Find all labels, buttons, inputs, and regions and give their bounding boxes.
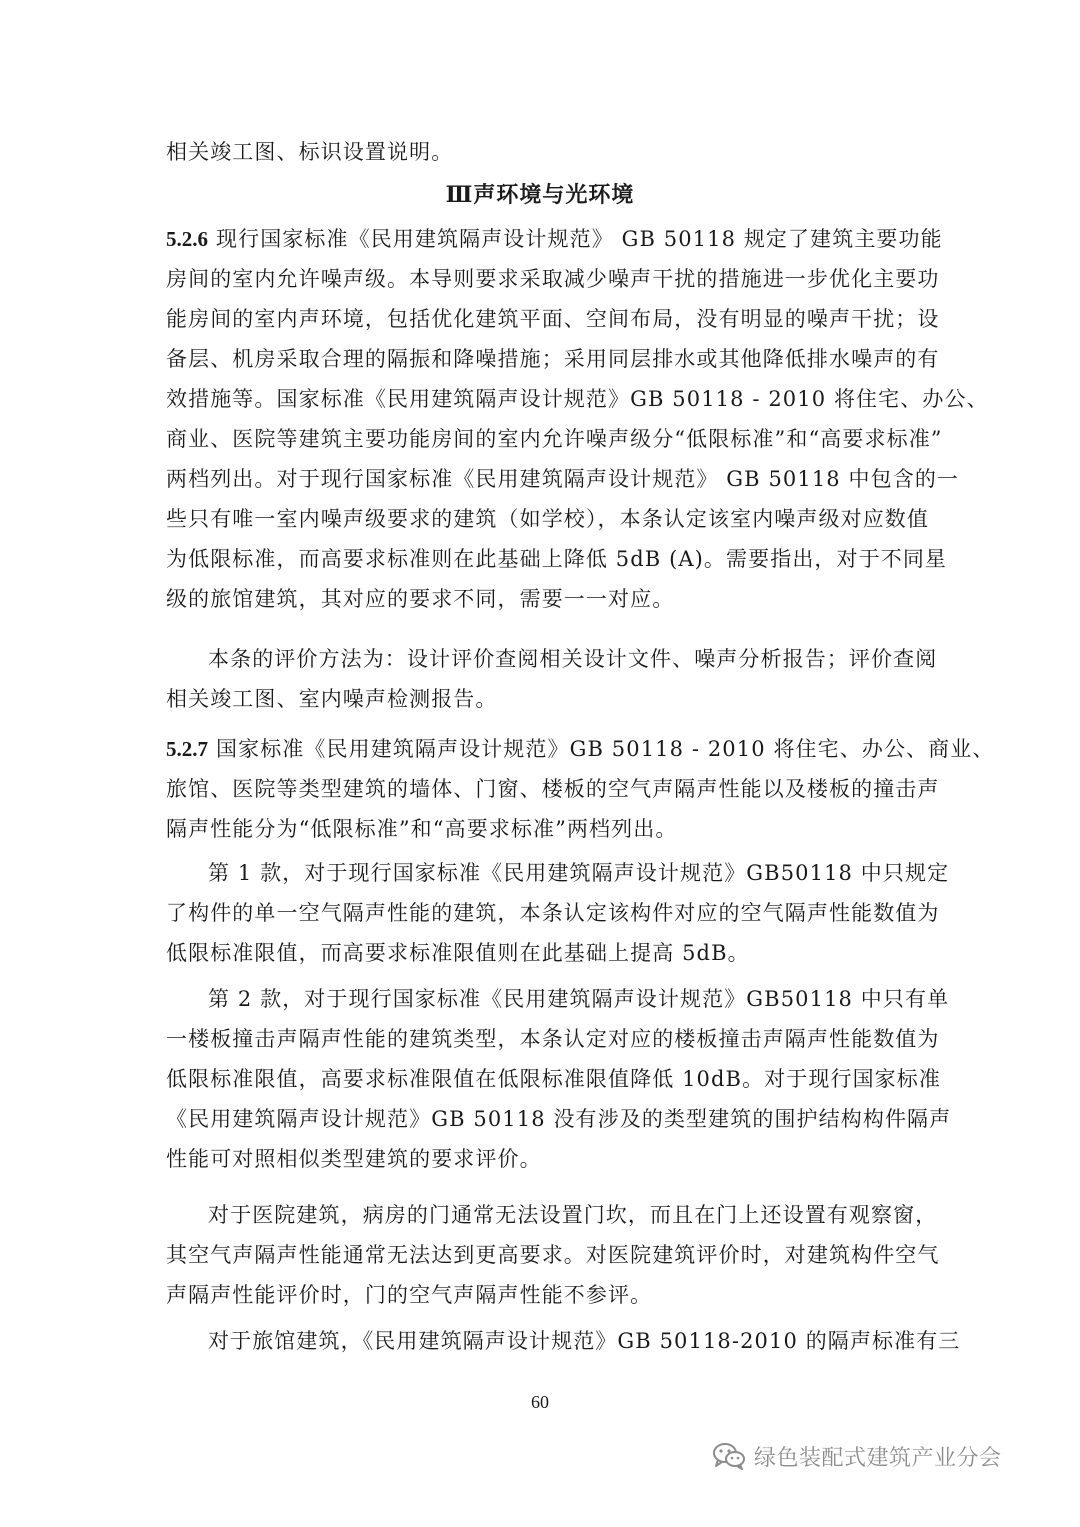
page-number: 60	[531, 1392, 549, 1412]
clause-5-2-7-line-2: 旅馆、医院等类型建筑的墙体、门窗、楼板的空气声隔声性能以及楼板的撞击声	[166, 777, 940, 801]
clause-5-2-6-line-5: 效措施等。国家标准《民用建筑隔声设计规范》GB 50118 - 2010 将住宅、办公、	[166, 387, 989, 411]
item-2-line-3: 低限标准限值，高要求标准限值在低限标准限值降低 10dB。对于现行国家标准	[166, 1067, 941, 1091]
clause-5-2-6-evaluation-1: 本条的评价方法为：设计评价查阅相关设计文件、噪声分析报告；评价查阅	[208, 647, 938, 671]
hospital-line-3: 声隔声性能评价时，门的空气声隔声性能不参评。	[166, 1283, 653, 1307]
clause-5-2-6-line-10: 级的旅馆建筑，其对应的要求不同，需要一一对应。	[166, 587, 675, 611]
clause-5-2-6-line-8: 些只有唯一室内噪声级要求的建筑（如学校），本条认定该室内噪声级对应数值	[166, 507, 929, 531]
clause-number: 5.2.7	[166, 737, 208, 761]
clause-5-2-6-line-3: 能房间的室内声环境，包括优化建筑平面、空间布局，没有明显的噪声干扰；设	[166, 307, 940, 331]
clause-5-2-6-line-9: 为低限标准，而高要求标准则在此基础上降低 5dB (A)。需要指出，对于不同星	[166, 547, 948, 571]
section-heading: Ⅲ声环境与光环境	[445, 182, 635, 208]
clause-5-2-7-line-1: 5.2.7 国家标准《民用建筑隔声设计规范》GB 50118 - 2010 将住宅、办公、商业、	[166, 737, 995, 761]
clause-5-2-6-evaluation-2: 相关竣工图、室内噪声检测报告。	[166, 687, 498, 711]
clause-5-2-6-line-2: 房间的室内允许噪声级。本导则要求采取减少噪声干扰的措施进一步优化主要功	[166, 267, 940, 291]
clause-number: 5.2.6	[166, 227, 208, 251]
clause-5-2-7-line-3: 隔声性能分为“低限标准”和“高要求标准”两档列出。	[166, 817, 678, 841]
clause-5-2-6-line-6: 商业、医院等建筑主要功能房间的室内允许噪声级分“低限标准”和“高要求标准”	[166, 427, 943, 451]
item-1-line-1: 第 1 款，对于现行国家标准《民用建筑隔声设计规范》GB50118 中只规定	[208, 861, 950, 885]
wechat-icon	[712, 1441, 746, 1471]
item-2-line-5: 性能可对照相似类型建筑的要求评价。	[166, 1147, 542, 1171]
watermark-text: 绿色装配式建筑产业分会	[754, 1445, 1002, 1471]
top-text-line: 相关竣工图、标识设置说明。	[166, 140, 454, 164]
item-2-line-4: 《民用建筑隔声设计规范》GB 50118 没有涉及的类型建筑的围护结构构件隔声	[166, 1107, 952, 1131]
item-1-line-3: 低限标准限值，而高要求标准限值则在此基础上提高 5dB。	[166, 941, 750, 965]
clause-5-2-6-line-1: 5.2.6 现行国家标准《民用建筑隔声设计规范》 GB 50118 规定了建筑主要功能	[166, 227, 943, 251]
hospital-line-2: 其空气声隔声性能通常无法达到更高要求。对医院建筑评价时，对建筑构件空气	[166, 1243, 940, 1267]
hospital-line-1: 对于医院建筑，病房的门通常无法设置门坎，而且在门上还设置有观察窗，	[208, 1203, 938, 1227]
clause-5-2-6-line-4: 备层、机房采取合理的隔振和降噪措施；采用同层排水或其他降低排水噪声的有	[166, 347, 940, 371]
watermark	[712, 1436, 1002, 1476]
clause-5-2-6-line-7: 两档列出。对于现行国家标准《民用建筑隔声设计规范》 GB 50118 中包含的一	[166, 467, 960, 491]
item-1-line-2: 了构件的单一空气隔声性能的建筑，本条认定该构件对应的空气隔声性能数值为	[166, 901, 940, 925]
item-2-line-1: 第 2 款，对于现行国家标准《民用建筑隔声设计规范》GB50118 中只有单	[208, 987, 950, 1011]
hotel-line-1: 对于旅馆建筑，《民用建筑隔声设计规范》GB 50118-2010 的隔声标准有三	[208, 1329, 961, 1353]
item-2-line-2: 一楼板撞击声隔声性能的建筑类型，本条认定对应的楼板撞击声隔声性能数值为	[166, 1027, 940, 1051]
